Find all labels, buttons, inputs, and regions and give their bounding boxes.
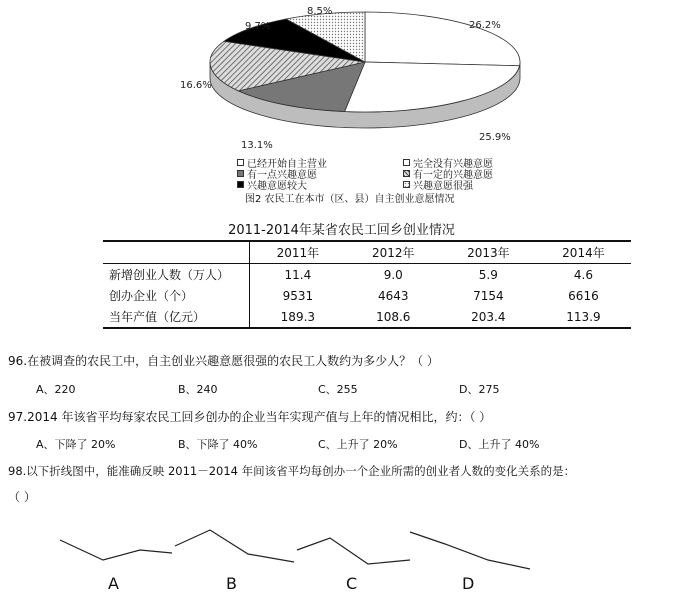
table-cell: 203.4 [471, 309, 506, 324]
table-cell: 4.6 [573, 267, 593, 282]
table-cell: 108.6 [376, 309, 411, 324]
table-row [103, 264, 631, 286]
choice-label-d: D [462, 574, 475, 593]
table-cell: 113.9 [566, 309, 601, 324]
legend-swatch [403, 159, 410, 166]
choice-label-b: B [226, 574, 237, 593]
legend-label: 兴趣意愿很强 [413, 181, 473, 192]
legend-swatch [237, 159, 244, 166]
line-option-c [297, 538, 410, 564]
figure-caption: 图2 农民工在本市（区、县）自主创业意愿情况 [245, 194, 455, 205]
table-cell: 9531 [282, 288, 314, 303]
legend-swatch [237, 170, 244, 177]
option-a: A、下降了 20% [36, 438, 116, 451]
option-d: D、上升了 40% [459, 438, 540, 451]
table-cell: 7154 [473, 288, 504, 303]
table-cell: 4643 [377, 288, 409, 303]
pie-label: 13.1% [241, 140, 273, 151]
question-98: 98.以下折线图中，能准确反映 2011－2014 年间该省平均每创办一个企业所需的创业者人数的变化关系的是： [8, 464, 576, 478]
line-option-d [410, 532, 530, 569]
legend-label: 完全没有兴趣意愿 [413, 159, 493, 170]
table-header: 2014年 [562, 246, 605, 260]
legend-swatch [403, 170, 410, 177]
option-c: C、上升了 20% [318, 438, 398, 451]
legend-label: 有一定的兴趣意愿 [413, 170, 493, 181]
line-option-b [175, 530, 294, 562]
line-option-a [60, 540, 172, 560]
legend-label: 兴趣意愿较大 [247, 181, 307, 192]
pie-chart [180, 0, 535, 151]
legend-swatch [403, 181, 410, 188]
table-cell: 11.4 [284, 267, 312, 282]
table-cell: 6616 [568, 288, 599, 303]
table-cell: 9.0 [383, 267, 403, 282]
question-96: 96.在被调查的农民工中，自主创业兴趣意愿很强的农民工人数约为多少人？（ ） [8, 354, 439, 368]
table-header: 2011年 [276, 246, 320, 260]
line-choices [0, 520, 683, 580]
pie-label: 9.7% [245, 21, 271, 32]
option-b: B、下降了 40% [178, 438, 258, 451]
option-d: D、275 [459, 383, 500, 396]
option-b: B、240 [178, 383, 218, 396]
table-row [103, 285, 631, 306]
question-97: 97.2014 年该省平均每家农民工回乡创办的企业当年实现产值与上年的情况相比，约：（ ） [8, 410, 492, 424]
table-cell: 5.9 [478, 267, 498, 282]
row-label: 当年产值（亿元） [103, 306, 250, 328]
table-header: 2012年 [371, 246, 415, 260]
row-label: 创办企业（个） [103, 285, 250, 306]
table-header-row [103, 241, 631, 264]
legend-label: 已经开始自主营业 [247, 159, 327, 170]
data-table [103, 240, 631, 329]
question-98-paren: （ ） [8, 490, 36, 504]
table-title: 2011-2014年某省农民工回乡创业情况 [228, 223, 455, 238]
choice-label-a: A [108, 574, 119, 593]
pie-label: 16.6% [180, 80, 212, 91]
table-corner [103, 241, 250, 264]
pie-label: 26.2% [469, 20, 501, 31]
table-header: 2013年 [467, 246, 510, 260]
option-a: A、220 [36, 383, 76, 396]
choice-label-c: C [346, 574, 358, 593]
legend-swatch [237, 181, 244, 188]
pie-label: 8.5% [307, 6, 333, 17]
option-c: C、255 [318, 383, 358, 396]
table-row [103, 306, 631, 328]
legend-label: 有一点兴趣意愿 [247, 170, 317, 181]
table-cell: 189.3 [280, 309, 316, 324]
pie-label: 25.9% [479, 132, 511, 143]
row-label: 新增创业人数（万人） [103, 264, 250, 286]
